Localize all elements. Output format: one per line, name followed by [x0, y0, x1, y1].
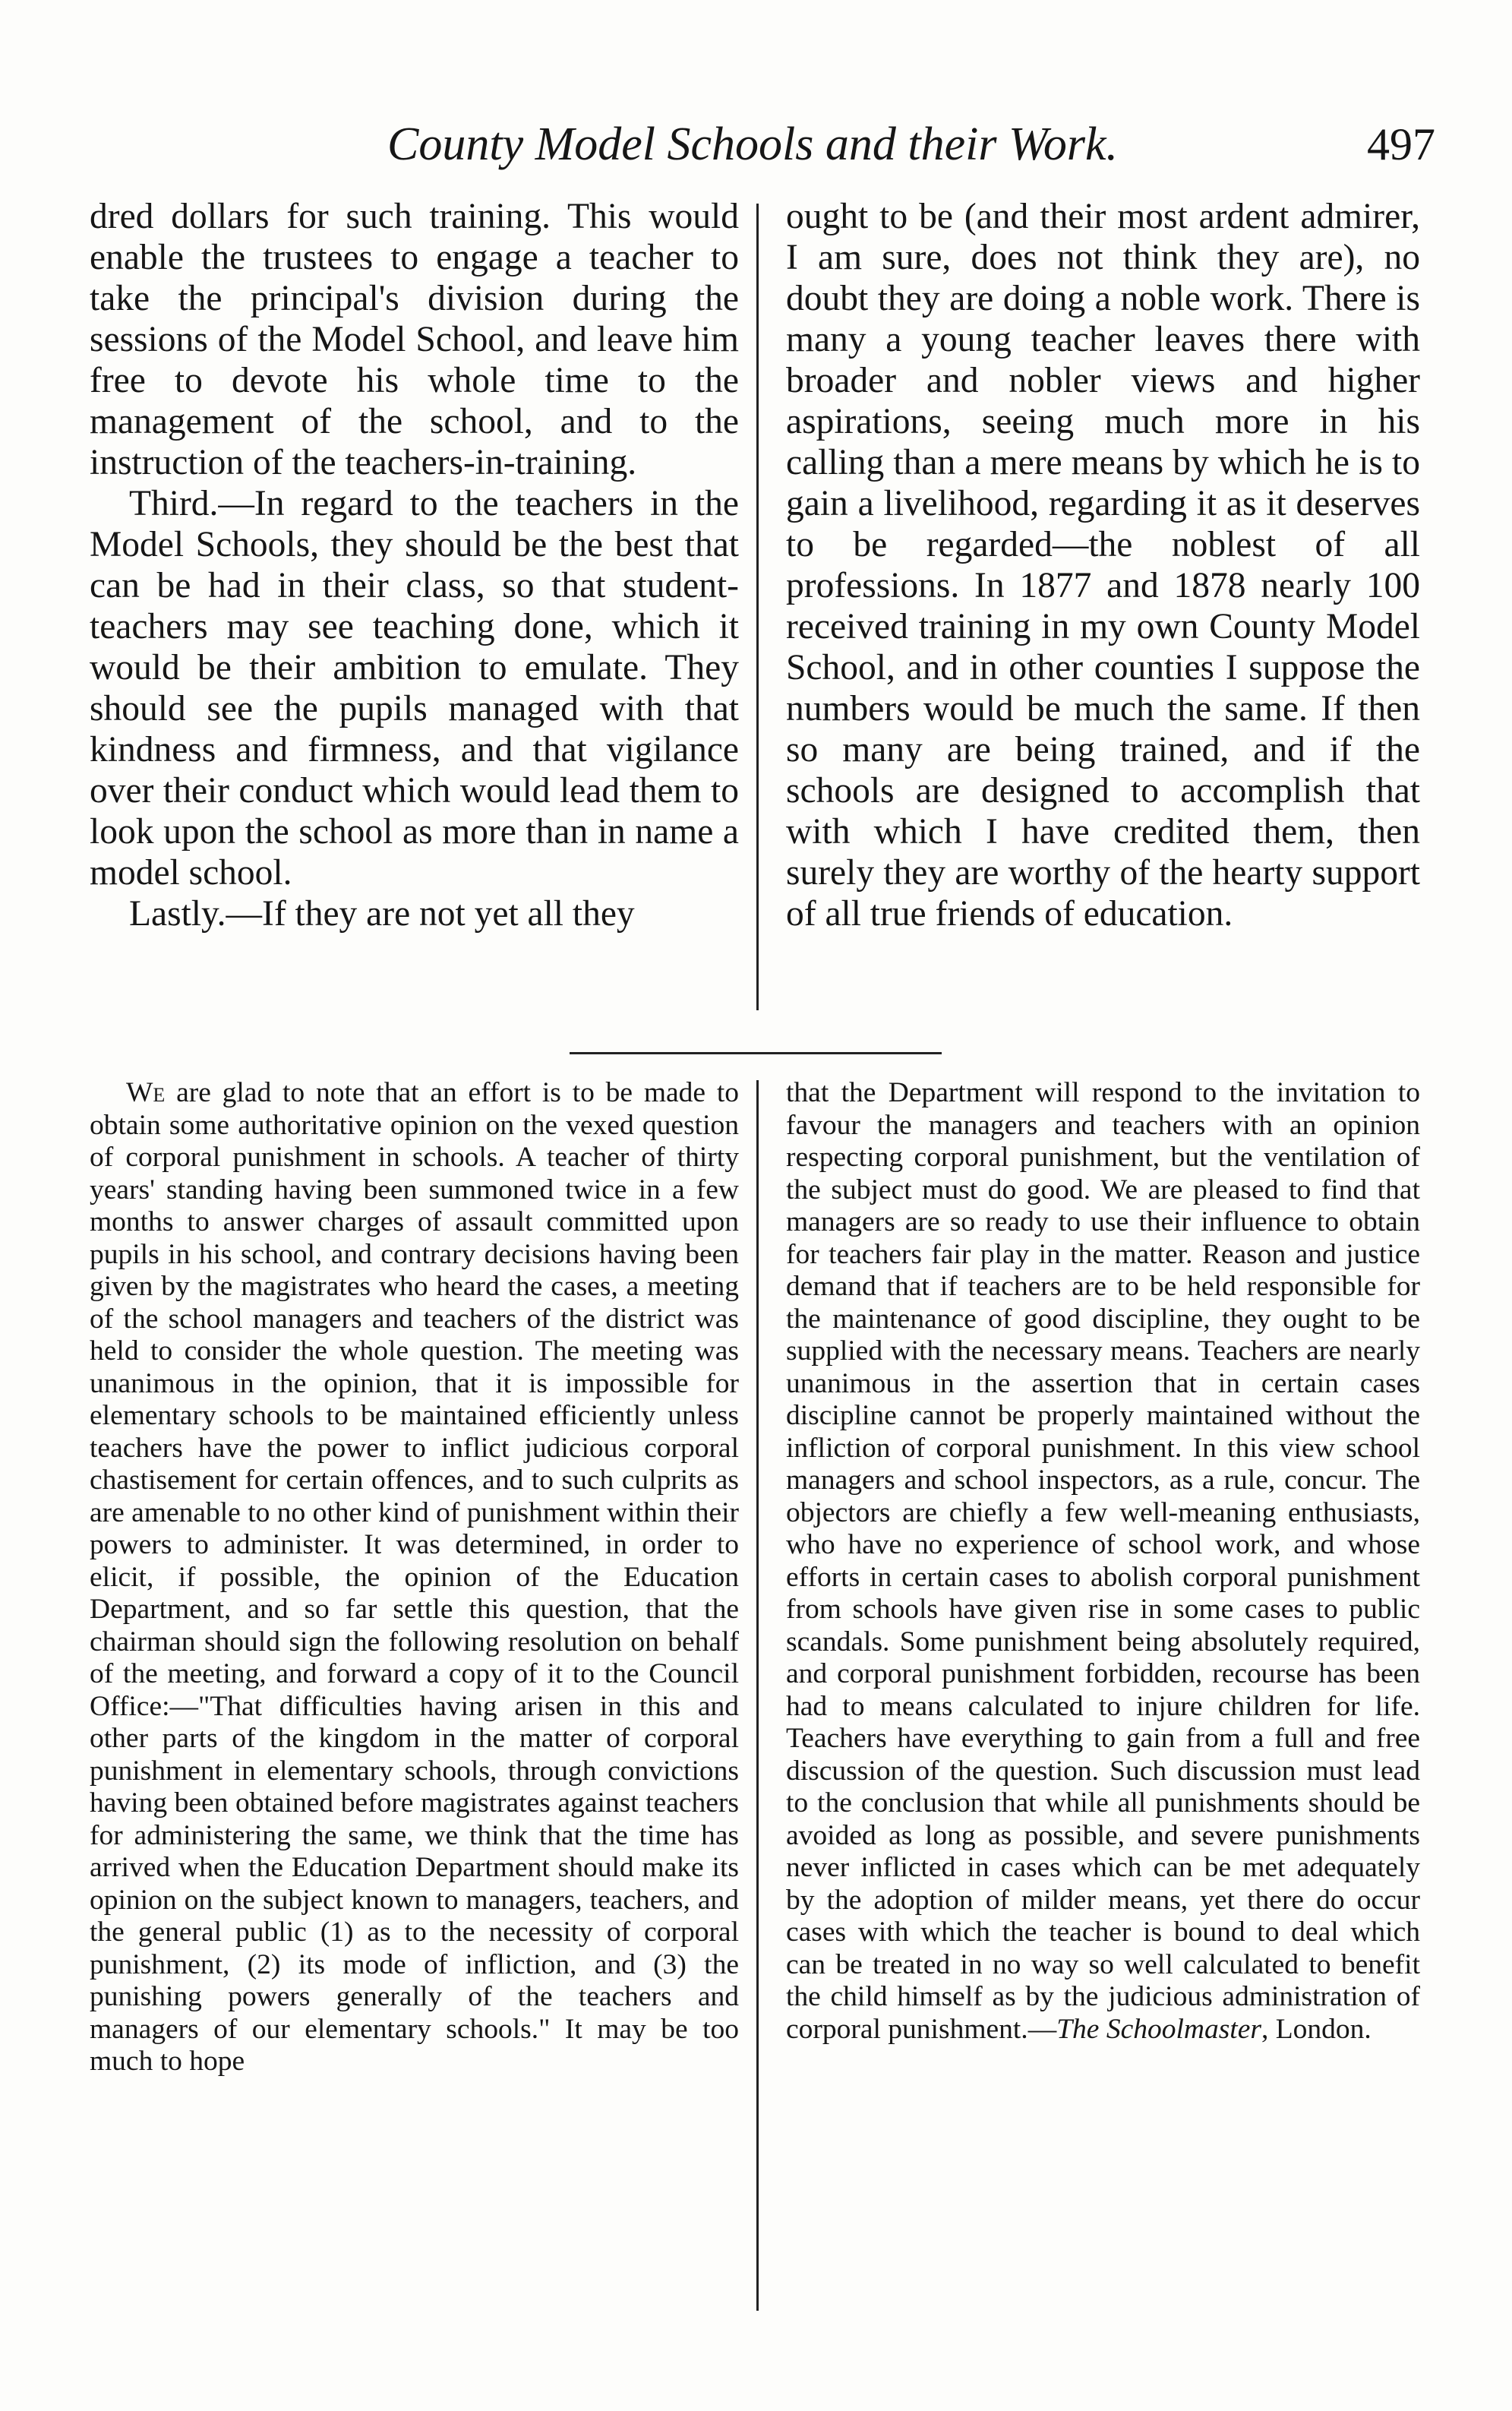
source-dash: — — [1027, 2013, 1057, 2045]
lower-article-left-column — [90, 1077, 739, 2323]
upper-right-paragraph-1: ought to be (and their most ardent admirer, I am sure, does not think they are), no doubt they are doing a noble work. There is many a young teacher leaves there with broader and nobler views and higher aspirations, seeing much more in his calling than a mere means by which he is to gain a livelihood, regarding it as it deserves to be regarded—the noblest of all professions. In 1877 and 1878 nearly 100 received training in my own County Model School, and in other counties I suppose the numbers would be much the same. If then so many are being trained, and if the schools are designed to accomplish that with which I have credited them, then surely they are worthy of the hearty support of all true friends of education. — [786, 197, 1420, 934]
source-location: , London. — [1261, 2013, 1372, 2045]
upper-article-left-column — [90, 196, 739, 1024]
page-header — [0, 114, 1512, 182]
lower-right-paragraph — [786, 1077, 1420, 2046]
page-number: 497 — [1367, 119, 1435, 169]
source-publication: The Schoolmaster — [1056, 2013, 1261, 2045]
upper-left-paragraph-3: Lastly.—If they are not yet all they — [129, 894, 635, 934]
lower-article-right-column — [786, 1077, 1420, 2323]
lower-right-text: that the Department will respond to the invitation to favour the managers and teachers with an opinion respecting corporal punishment, but the ventilation of the subject must do good. We are pleased to find that managers are so ready to use their influence to obtain for teachers fair play in the matter. Reason and justice demand that if teachers are to be held responsible for the maintenance of good discipline, they ought to be supplied with the necessary means. Teachers are nearly unanimous in the assertion that in certain cases discipline cannot be properly maintained without the infliction of corporal punishment. In this view school managers and school inspectors, as a rule, concur. The objectors are chiefly a few well-meaning enthusiasts, who have no experience of school work, and whose efforts in certain cases to abolish corporal punishment from schools have given rise in some cases to public scandals. Some punishment being absolutely required, and corporal punishment forbidden, recourse has been had to means calculated to injure children for life. Teachers have everything to gain from a full and free discussion of the question. Such discussion must lead to the conclusion that while all punishments should be avoided as long as possible, and severe punishments never inflicted in cases which can be met adequately by the adoption of milder means, yet there do occur cases with which the teacher is bound to deal which can be treated in no way so well calculated to benefit the child himself as by the judicious administration of corporal punishment. — [786, 1077, 1420, 2045]
column-divider-lower — [756, 1080, 759, 2311]
section-divider-rule — [570, 1052, 942, 1054]
lower-left-text: are glad to note that an effort is to be made to obtain some authoritative opinion on the vexed question of corporal punishment in schools. A teacher of thirty years' standing having been summoned twice in a few months to answer charges of assault committed upon pupils in his school, and contrary decisions having been given by the magistrates who heard the cases, a meeting of the school managers and teachers of the district was held to consider the whole question. The meeting was unanimous in the opinion, that it is impossible for elementary schools to be maintained efficiently unless teachers have the power to inflict judicious corporal chastisement for certain offences, and to such culprits as are amenable to no other kind of punishment within their powers to administer. It was determined, in order to elicit, if possible, the opinion of the Education Department, and so far settle this question, that the chairman should sign the following resolution on behalf of the meeting, and forward a copy of it to the Council Office:—"That difficulties having arisen in this and other parts of the kingdom in the matter of corporal punishment in elementary schools, through convictions having been obtained before magistrates against teachers for administering the same, we think that the time has arrived when the Education Department should make its opinion on the subject known to managers, teachers, and the general public (1) as to the necessity of corporal punishment, (2) its mode of infliction, and (3) the punishing powers generally of the teachers and managers of our elementary schools." It may be too much to hope — [90, 1077, 739, 2077]
upper-left-paragraph-2: Third.—In regard to the teachers in the Model Schools, they should be the best that can be had in their class, so that student-teachers may see teaching done, which it would be their ambition to emulate. They should see the pupils managed with that kindness and firmness, and that vigilance over their conduct which would lead them to look upon the school as more than in name a model school. — [90, 484, 739, 893]
upper-left-paragraph-1: dred dollars for such training. This would enable the trustees to engage a teacher to take the principal's division during the sessions of the Model School, and leave him free to devote his whole time to the management of the school, and to the instruction of the teachers-in-training. — [90, 197, 739, 482]
lower-left-paragraph — [90, 1077, 739, 2078]
opening-word: We — [126, 1077, 166, 1108]
running-title: County Model Schools and their Work. — [387, 118, 1119, 170]
upper-article-right-column — [786, 196, 1420, 1024]
column-divider-upper — [756, 204, 759, 1010]
